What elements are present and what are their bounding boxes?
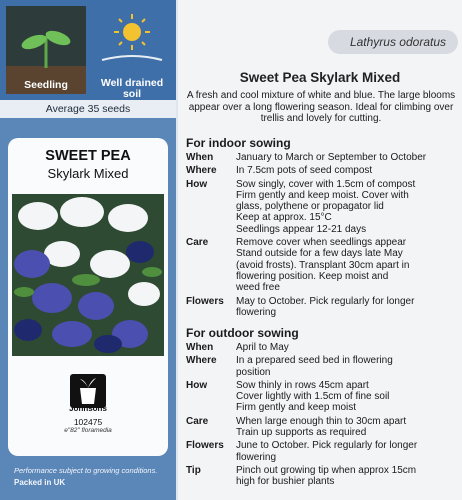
instruction-row <box>186 380 462 414</box>
seedling-label: Seedling <box>24 79 68 91</box>
card-subtitle: Skylark Mixed <box>47 166 129 181</box>
performance-note: Performance subject to growing conditions. <box>14 466 158 475</box>
instructions-panel <box>178 0 462 500</box>
card-title: SWEET PEA <box>45 148 131 164</box>
instruction-value: Sow singly, cover with 1.5cm of compost Firm gently and keep moist. Cover with glass, polythene or propagator lid Keep at approx. 15°C Seedlings appear 12-21 days <box>236 178 416 235</box>
instruction-key: Tip <box>186 465 201 476</box>
instruction-key: When <box>186 152 214 163</box>
instruction-row <box>186 296 462 319</box>
product-code-sub: e"82" floramedia <box>64 427 112 434</box>
outdoor-heading: For outdoor sowing <box>186 326 299 340</box>
average-seeds: Average 35 seeds <box>0 100 176 118</box>
instruction-row <box>186 355 462 378</box>
instruction-row <box>186 440 462 463</box>
instruction-key: When <box>186 342 214 353</box>
indoor-heading: For indoor sowing <box>186 136 291 150</box>
instruction-value: April to May <box>236 342 289 353</box>
seedling-icon <box>6 6 86 94</box>
packet-front-panel <box>0 0 176 500</box>
latin-name: Lathyrus odoratus <box>349 35 446 49</box>
instruction-key: Care <box>186 237 209 249</box>
variety-card <box>8 138 168 456</box>
product-description: A fresh and cool mixture of white and blue. The large blooms appear over a long flowering season. Ideal for climbing over trellis and lovely for cutting. <box>186 90 456 124</box>
flower-photo <box>12 194 164 356</box>
instruction-row <box>186 179 462 236</box>
instruction-row <box>186 237 462 294</box>
instruction-row <box>186 465 462 488</box>
instruction-value: Pinch out growing tip when approx 15cm high for bushier plants <box>236 465 417 488</box>
instruction-key: Where <box>186 355 217 367</box>
instruction-key: Care <box>186 415 209 427</box>
instruction-row <box>186 342 462 353</box>
instruction-key: How <box>186 379 208 391</box>
instruction-key: Where <box>186 165 217 177</box>
instruction-row <box>186 152 462 163</box>
instruction-value: In a prepared seed bed in flowering position <box>236 355 393 378</box>
instruction-value: When large enough thin to 30cm apart Train up supports as required <box>236 415 407 439</box>
soil-label: Well drained soil <box>100 77 164 100</box>
brand-label: Johnsons <box>69 404 107 413</box>
instruction-value: June to October. Pick regularly for longer flowering <box>236 440 418 463</box>
instruction-row <box>186 165 462 176</box>
product-title: Sweet Pea Skylark Mixed <box>239 70 401 85</box>
instruction-key: Flowers <box>186 440 224 452</box>
instruction-key: How <box>186 178 208 190</box>
instruction-value: May to October. Pick regularly for longer flowering <box>236 295 415 318</box>
instruction-value: January to March or September to October <box>236 152 427 163</box>
instruction-value: Remove cover when seedlings appear Stand outside for a few days late May (avoid frosts). Transplant 30cm apart in flowering position. Keep moist and weed free <box>236 237 410 294</box>
plant-pot-icon <box>70 374 106 408</box>
instruction-value: Sow thinly in rows 45cm apart Cover lightly with 1.5cm of fine soil Firm gently and keep moist <box>236 379 390 414</box>
instruction-row <box>186 416 462 439</box>
sun-icon <box>92 6 172 100</box>
product-code: 102475 <box>73 417 103 427</box>
packed-in: Packed in UK <box>14 478 66 487</box>
instruction-key: Flowers <box>186 295 224 307</box>
instruction-value: In 7.5cm pots of seed compost <box>236 165 373 177</box>
